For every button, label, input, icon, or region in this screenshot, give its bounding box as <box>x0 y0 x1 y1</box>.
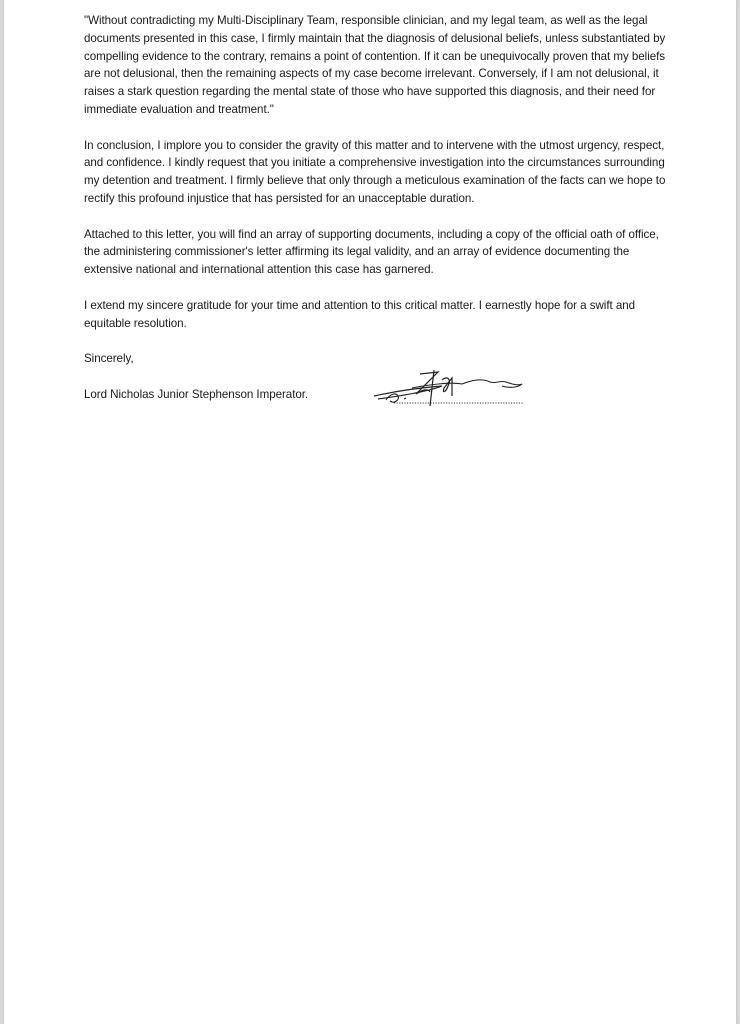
signer-name: Lord Nicholas Junior Stephenson Imperator. <box>84 387 309 401</box>
paragraph-gratitude: I extend my sincere gratitude for your time and attention to this critical matter. I earnestly hope for a swift and equitable resolution. <box>84 298 636 330</box>
closing-salutation: Sincerely, <box>84 352 134 366</box>
letter-body <box>84 12 669 406</box>
signoff-row <box>84 386 669 406</box>
signature-icon <box>372 366 532 410</box>
document-page <box>4 0 736 1024</box>
paragraph-quote: "Without contradicting my Multi-Disciplinary Team, responsible clinician, and my legal team, as well as the legal documents presented in this case, I firmly maintain that the diagnosis of delusional beliefs, unless substantiated by compelling evidence to the contrary, remains a point of contention. If it can be unequivocally proven that my beliefs are not delusional, then the remaining aspects of my case become irrelevant. Conversely, if I am not delusional, it raises a stark question regarding the mental state of those who have supported this diagnosis, and their need for immediate evaluation and treatment." <box>84 14 666 116</box>
paragraph-attachments: Attached to this letter, you will find an array of supporting documents, including a copy of the official oath of office, the administering commissioner's letter affirming its legal validity, and an array of evidence documenting the extensive national and international attention this case has garnered. <box>84 227 659 277</box>
paragraph-conclusion: In conclusion, I implore you to consider the gravity of this matter and to intervene with the utmost urgency, respect, and confidence. I kindly request that you initiate a comprehensive investigation into the circumstances surrounding my detention and treatment. I firmly believe that only through a meticulous examination of the facts can we hope to rectify this profound injustice that has persisted for an unacceptable duration. <box>84 138 666 205</box>
